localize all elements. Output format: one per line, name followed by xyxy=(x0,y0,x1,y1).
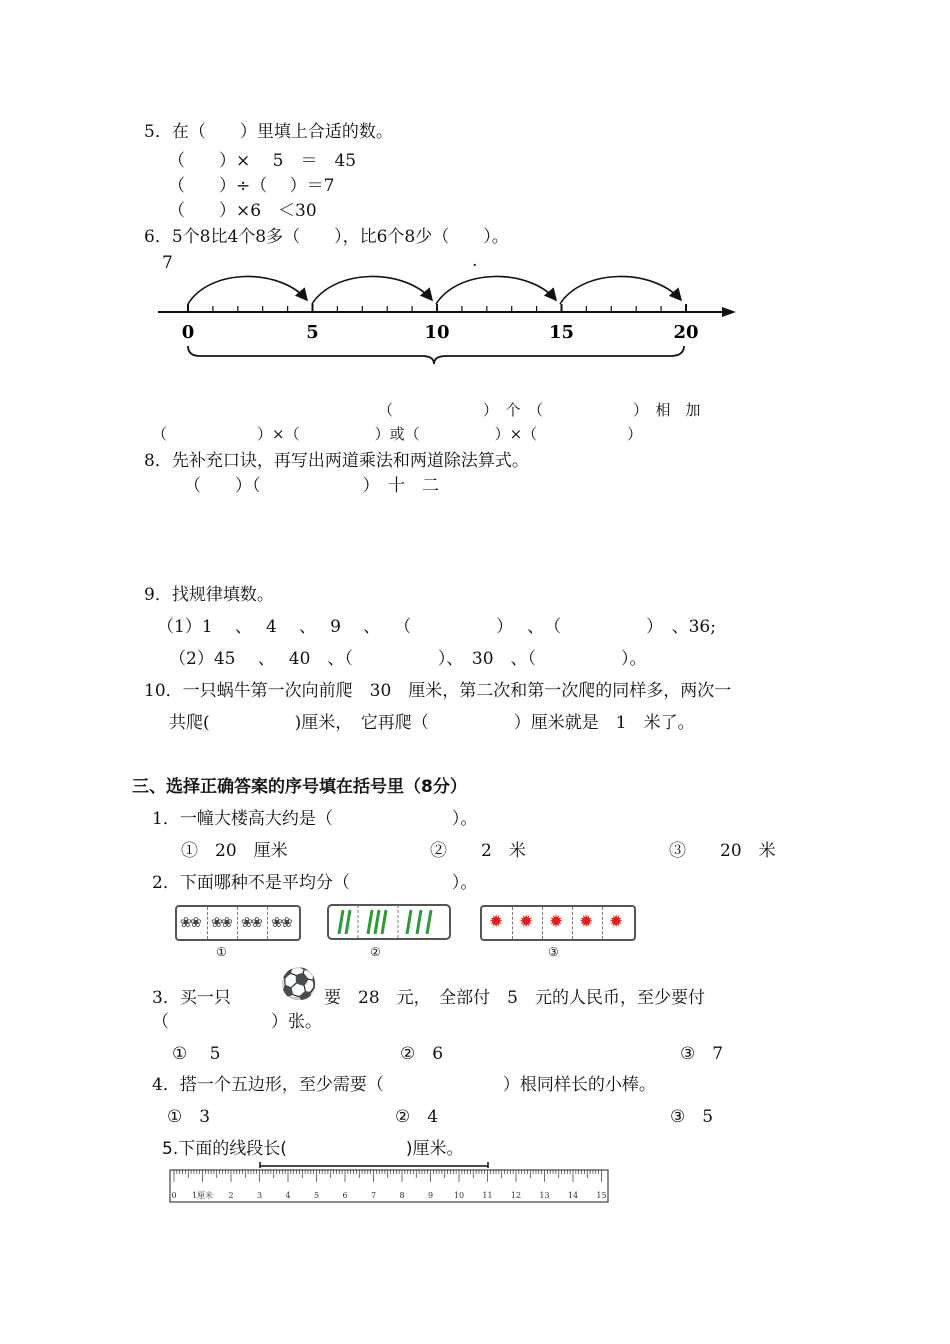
s3-q4-option3: ③ 5 xyxy=(670,1107,714,1127)
ruler-label: 8 xyxy=(399,1191,405,1200)
ruler-label: 3 xyxy=(256,1191,263,1200)
ruler-label: 15 xyxy=(596,1191,607,1200)
s3-q2-question: 2．下面哪种不是平均分（ ）。 xyxy=(152,873,478,893)
s3-q3-option1: ① 5 xyxy=(172,1044,221,1064)
division-figure-3 xyxy=(480,905,636,941)
ruler-label: 2 xyxy=(228,1191,234,1200)
flower-icon: ❀ xyxy=(180,915,192,931)
s3-q3-option2: ② 6 xyxy=(400,1044,444,1064)
ruler-label: 11 xyxy=(482,1191,493,1200)
flower-icon: ❀ xyxy=(211,915,223,931)
red-flower-icon: ✹ xyxy=(489,912,504,932)
q6-title: 6．5个8比4个8多（ ），比6个8少（ ）。 xyxy=(144,227,509,247)
s3-q1-option1: ① 20 厘米 xyxy=(181,841,288,861)
q8-fill: （ ）（ ） 十 二 xyxy=(184,476,439,496)
s3-q1-option3: ③ 20 米 xyxy=(669,841,776,861)
s3-q1-option2: ② 2 米 xyxy=(430,841,526,861)
number-line-figure xyxy=(150,268,750,378)
division-figure-1-label: ① xyxy=(216,945,227,959)
ruler-label: 10 xyxy=(453,1191,465,1200)
ruler-label: 7 xyxy=(370,1191,377,1200)
s3-q4-option1: ① 3 xyxy=(167,1107,211,1127)
s3-q4-option2: ② 4 xyxy=(395,1107,439,1127)
q6-dot: . xyxy=(472,251,478,271)
s3-q3-line2: （ ）张。 xyxy=(152,1012,322,1032)
number-line-label: 15 xyxy=(548,322,575,343)
flower-icon: ❀ xyxy=(271,915,283,931)
ruler-label: 0 xyxy=(171,1191,177,1200)
q10-line1: 10．一只蜗牛第一次向前爬 30 厘米，第二次和第一次爬的同样多，两次一 xyxy=(144,681,732,701)
ruler-label: 12 xyxy=(510,1191,522,1200)
red-flower-icon: ✹ xyxy=(549,912,564,932)
flower-icon: ❀ xyxy=(281,915,293,931)
ruler-label: 6 xyxy=(342,1191,348,1200)
q9-line1: （1）1 、 4 、 9 、 （ ） 、 （ ） 、36; xyxy=(157,617,716,637)
q5-line2: （ ）÷（ ）＝7 xyxy=(168,176,335,196)
number-line-label: 20 xyxy=(673,322,699,343)
q5-line1: （ ）× 5 ＝ 45 xyxy=(168,151,357,171)
s3-q3-line1b: 要 28 元， 全部付 5 元的人民币，至少要付 xyxy=(324,988,705,1008)
ruler-label: 4 xyxy=(285,1191,291,1200)
jump-arc-2 xyxy=(312,276,432,304)
q7-fill-line2: （ ）×（ ）或（ ）×（ ） xyxy=(152,425,643,443)
ruler-label: 13 xyxy=(539,1191,550,1200)
q7-fill-line1: （ ） 个 （ ） 相 加 xyxy=(378,401,701,419)
q9-title: 9．找规律填数。 xyxy=(144,585,274,605)
q8-title: 8．先补充口诀，再写出两道乘法和两道除法算式。 xyxy=(144,451,529,471)
s3-q4-question: 4．搭一个五边形，至少需要（ ）根同样长的小棒。 xyxy=(152,1075,656,1095)
division-figure-3-label: ③ xyxy=(548,945,559,959)
division-figure-2-label: ② xyxy=(370,945,381,959)
jump-arc-4 xyxy=(560,276,681,304)
ruler-label: 1厘米 xyxy=(191,1191,214,1200)
ruler-label: 5 xyxy=(313,1191,320,1200)
s3-q5-question: 5.下面的线段长( )厘米。 xyxy=(162,1139,464,1159)
ruler-label: 14 xyxy=(567,1191,579,1200)
s3-q3-option3: ③ 7 xyxy=(680,1044,724,1064)
red-flower-icon: ✹ xyxy=(609,912,624,932)
section3-title: 三、选择正确答案的序号填在括号里（8分） xyxy=(132,777,467,797)
division-figure-1 xyxy=(175,905,301,941)
s3-q3-line1a: 3．买一只 xyxy=(152,988,231,1008)
soccer-ball-icon: ⚽ xyxy=(280,967,318,1002)
flower-icon: ❀ xyxy=(251,915,263,931)
number-line-label: 10 xyxy=(424,322,450,343)
ruler-figure xyxy=(166,1158,612,1208)
brace xyxy=(188,346,684,364)
division-figure-2 xyxy=(327,904,451,940)
q6-stray-number: 7 xyxy=(162,253,173,273)
q5-line3: （ ）×6 ＜30 xyxy=(168,201,317,221)
q5-title: 5．在（ ）里填上合适的数。 xyxy=(144,122,393,142)
flower-icon: ❀ xyxy=(221,915,233,931)
red-flower-icon: ✹ xyxy=(579,912,594,932)
jump-arc-3 xyxy=(436,276,556,304)
jump-arc-1 xyxy=(188,276,307,304)
number-line-label: 5 xyxy=(306,322,319,343)
axis-arrowhead xyxy=(722,307,736,317)
s3-q1-question: 1．一幢大楼高大约是（ ）。 xyxy=(152,809,478,829)
q10-line2: 共爬( )厘米， 它再爬（ ）厘米就是 1 米了。 xyxy=(169,713,695,733)
flower-icon: ❀ xyxy=(241,915,253,931)
q9-line2: （2）45 、 40 、（ ）、 30 、（ ）。 xyxy=(169,649,647,669)
flower-icon: ❀ xyxy=(190,915,202,931)
number-line-labels xyxy=(182,322,699,343)
ruler-label: 9 xyxy=(427,1191,434,1200)
number-line-ticks xyxy=(188,304,686,312)
red-flower-icon: ✹ xyxy=(519,912,534,932)
number-line-label: 0 xyxy=(181,322,195,343)
